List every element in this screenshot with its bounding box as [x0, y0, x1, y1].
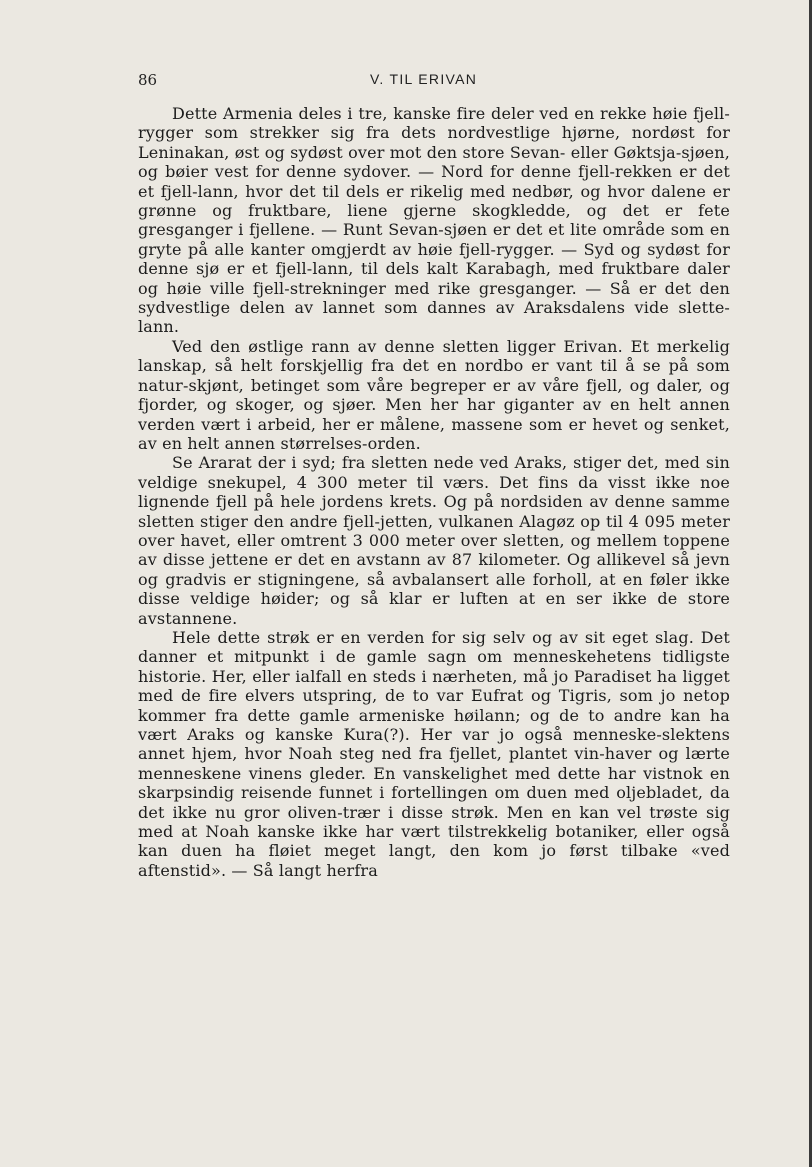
paragraph-1: Dette Armenia deles i tre, kanske fire deler ved en rekke høie fjell-rygger som strekker sig fra dets nordvestlige hjørne, nordøst for Leninakan, øst og sydøst over mot den store Sevan- eller Gøktsja-sjøen, og bøier vest for denne sydover. — Nord for denne fjell-rekken er det et fjell-lann, hvor det til dels er rikelig med nedbør, og hvor dalene er grønne og fruktbare, liene gjerne skogkledde, og det er fete gresganger i fjellene. — Runt Sevan-sjøen er det et lite område som en gryte på alle kanter omgjerdt av høie fjell-rygger. — Syd og sydøst for denne sjø er et fjell-lann, til dels kalt Karabagh, med fruktbare daler og høie ville fjell-strekninger med rike gresganger. — Så er det den sydvestlige delen av lannet som dannes av Araksdalens vide slette-lann. — [138, 104, 730, 337]
paragraph-2: Ved den østlige rann av denne sletten ligger Erivan. Et merkelig lanskap, så helt forskjellig fra det en nordbo er vant til å se på som natur-skjønt, betinget som våre begreper er av våre fjell, og daler, og fjorder, og skoger, og sjøer. Men her har giganter av en helt annen verden vært i arbeid, her er målene, massene som er hevet og senket, av en helt annen størrelses-orden. — [138, 336, 730, 453]
page-header — [138, 71, 730, 93]
page-number: 86 — [138, 71, 158, 89]
paragraph-3: Se Ararat der i syd; fra sletten nede ved Araks, stiger det, med sin veldige snekupel, 4 300 meter til værs. Det fins da visst ikke noe lignende fjell på hele jordens krets. Og på nordsiden av denne samme sletten stiger den andre fjell-jetten, vulkanen Alagøz op til 4 095 meter over havet, eller omtrent 3 000 meter over sletten, og mellem toppene av disse jettene er det en avstann av 87 kilometer. Og allikevel så jevn og gradvis er stigningene, så avbalansert alle forholl, at en føler ikke disse veldige høider; og så klar er luften at en ser ikke de store avstannene. — [138, 453, 730, 628]
running-head: V. TIL ERIVAN — [370, 71, 478, 87]
paragraph-4: Hele dette strøk er en verden for sig selv og av sit eget slag. Det danner et mitpunkt i de gamle sagn om menneskehetens tidligste historie. Her, eller ialfall en steds i nærheten, må jo Paradiset ha ligget med de fire elvers utspring, de to var Eufrat og Tigris, som jo netop kommer fra dette gamle armeniske høilann; og de to andre kan ha vært Araks og kanske Kura(?). Her var jo også menneske-slektens annet hjem, hvor Noah steg ned fra fjellet, plantet vin-haver og lærte menneskene vinens gleder. En vanskelighet med dette har vistnok en skarpsindig reisende funnet i fortellingen om duen med oljebladet, da det ikke nu gror oliven-trær i disse strøk. Men en kan vel trøste sig med at Noah kanske ikke har vært tilstrekkelig botaniker, eller også kan duen ha fløiet meget langt, den kom jo først tilbake «ved aftenstid». — Så langt herfra — [138, 627, 730, 880]
body-text — [138, 104, 730, 880]
